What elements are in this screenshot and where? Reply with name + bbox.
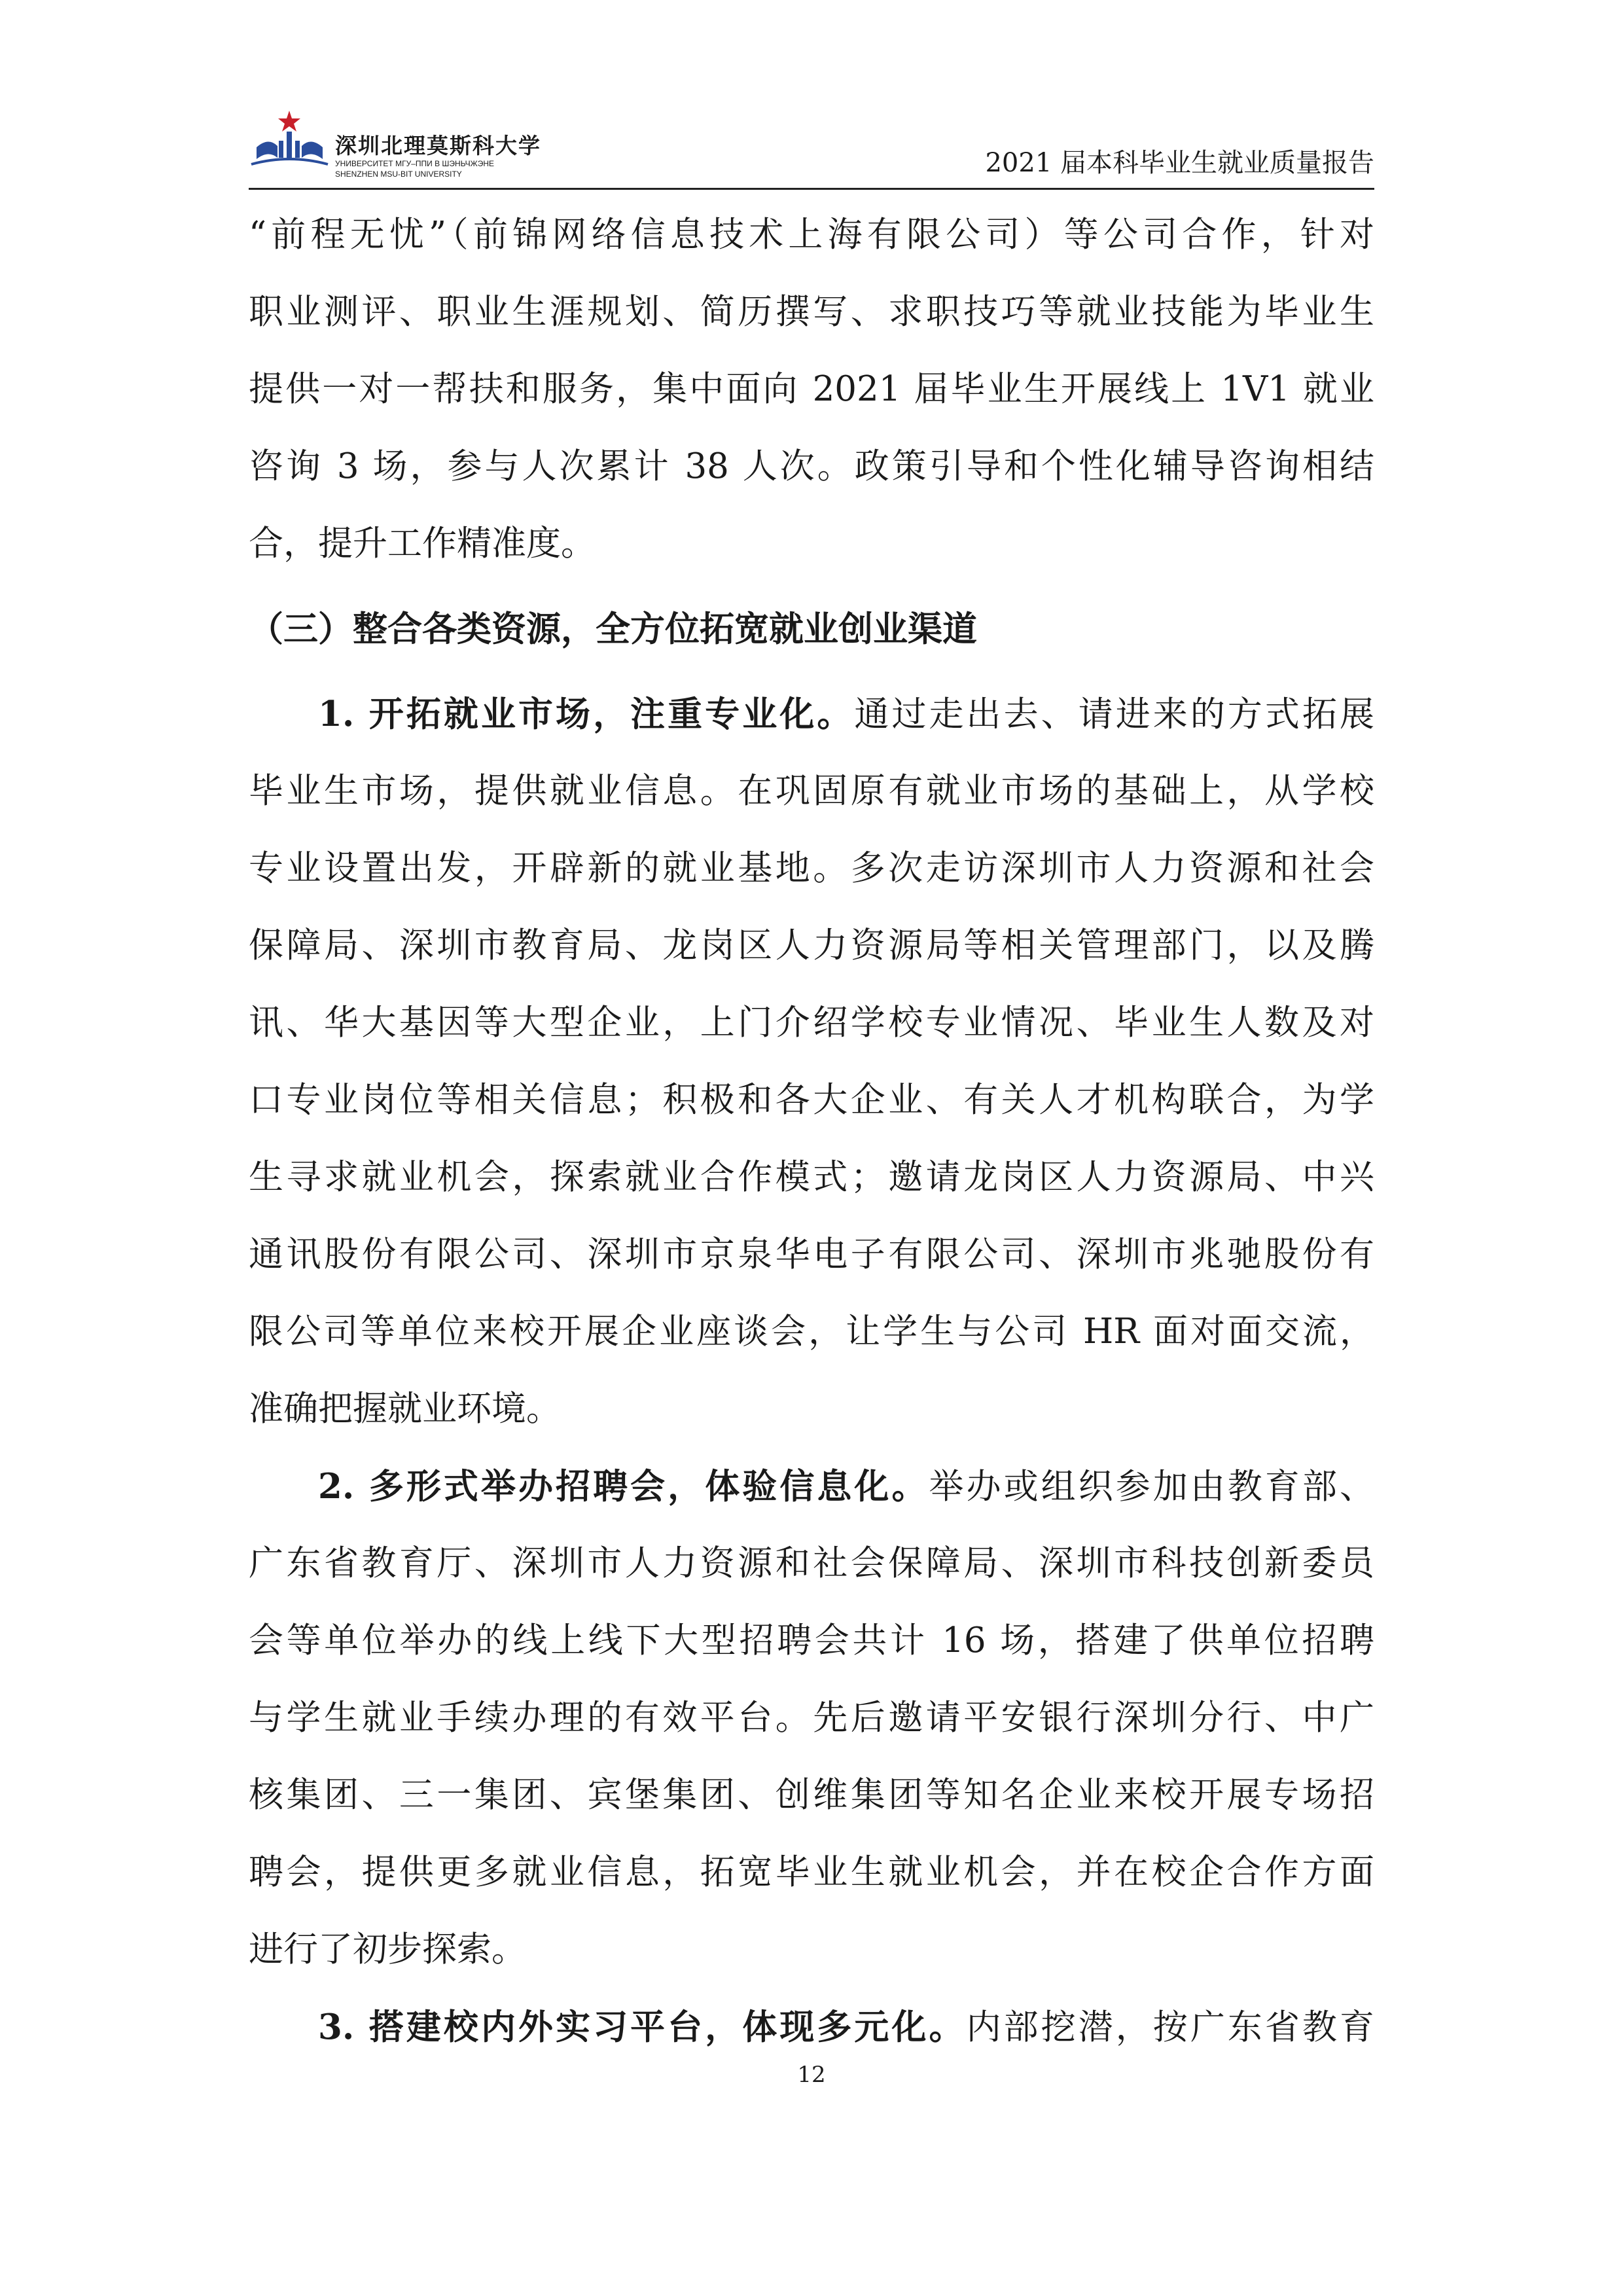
university-logo xyxy=(249,108,707,187)
text-line: 核集团、三一集团、宾堡集团、创维集团等知名企业来校开展专场招 xyxy=(249,1775,1374,1815)
text-line xyxy=(249,675,1374,753)
text-line: 保障局、深圳市教育局、龙岗区人力资源局等相关管理部门，以及腾 xyxy=(249,925,1374,965)
item-lead: 2. 多形式举办招聘会，体验信息化。 xyxy=(318,1466,929,1507)
item-lead: 3. 搭建校内外实习平台，体现多元化。 xyxy=(318,2007,967,2047)
text-line: 咨询 3 场，参与人次累计 38 人次。政策引导和个性化辅导咨询相结 xyxy=(249,446,1374,486)
item-1-paragraph xyxy=(249,675,1374,1448)
text-line: 讯、华大基因等大型企业，上门介绍学校专业情况、毕业生人数及对 xyxy=(249,1003,1374,1043)
item-text: 举办或组织参加由教育部、 xyxy=(929,1467,1375,1507)
page-number: 12 xyxy=(797,2062,826,2088)
text-line: 限公司等单位来校开展企业座谈会，让学生与公司 HR 面对面交流， xyxy=(249,1312,1374,1352)
text-line: 与学生就业手续办理的有效平台。先后邀请平安银行深圳分行、中广 xyxy=(249,1698,1374,1738)
text-line: 广东省教育厅、深圳市人力资源和社会保障局、深圳市科技创新委员 xyxy=(249,1543,1374,1583)
text-line: 准确把握就业环境。 xyxy=(249,1389,561,1429)
text-line: 专业设置出发，开辟新的就业基地。多次走访深圳市人力资源和社会 xyxy=(249,848,1374,888)
logo-chinese-name: 深圳北理莫斯科大学 xyxy=(335,133,541,158)
text-line: 提供一对一帮扶和服务，集中面向 2021 届毕业生开展线上 1V1 就业 xyxy=(249,369,1374,409)
item-2-paragraph xyxy=(249,1448,1374,1988)
text-line: 毕业生市场，提供就业信息。在巩固原有就业市场的基础上，从学校 xyxy=(249,771,1374,811)
university-emblem-icon xyxy=(249,108,330,180)
text-line: 口专业岗位等相关信息；积极和各大企业、有关人才机构联合，为学 xyxy=(249,1080,1374,1120)
text-line xyxy=(249,1988,1374,2066)
body-text xyxy=(249,196,1374,2066)
text-line: 职业测评、职业生涯规划、简历撰写、求职技巧等就业技能为毕业生 xyxy=(249,292,1374,332)
text-line: 进行了初步探索。 xyxy=(249,1929,526,1969)
text-line: 聘会，提供更多就业信息，拓宽毕业生就业机会，并在校企合作方面 xyxy=(249,1852,1374,1892)
text-line: 合，提升工作精准度。 xyxy=(249,524,596,564)
page-header xyxy=(249,101,1374,193)
report-title: 2021 届本科毕业生就业质量报告 xyxy=(985,148,1374,178)
item-text: 内部挖潜，按广东省教育 xyxy=(966,2007,1375,2047)
text-line: “前程无忧”（前锦网络信息技术上海有限公司）等公司合作，针对 xyxy=(249,215,1374,255)
logo-russian-name: УНИВЕРСИТЕТ МГУ–ППИ В ШЭНЬЧЖЭНЕ xyxy=(335,159,495,168)
item-lead: 1. 开拓就业市场，注重专业化。 xyxy=(318,694,855,734)
item-3-paragraph xyxy=(249,1988,1374,2066)
item-text: 通过走出去、请进来的方式拓展 xyxy=(854,694,1375,734)
text-line: 会等单位举办的线上线下大型招聘会共计 16 场，搭建了供单位招聘 xyxy=(249,1621,1374,1660)
text-line xyxy=(249,1448,1374,1525)
paragraph-continued xyxy=(249,196,1374,583)
logo-english-name: SHENZHEN MSU-BIT UNIVERSITY xyxy=(335,170,462,179)
header-divider xyxy=(249,188,1374,190)
section-heading: （三）整合各类资源，全方位拓宽就业创业渠道 xyxy=(249,609,977,649)
text-line: 通讯股份有限公司、深圳市京泉华电子有限公司、深圳市兆驰股份有 xyxy=(249,1234,1374,1274)
text-line: 生寻求就业机会，探索就业合作模式；邀请龙岗区人力资源局、中兴 xyxy=(249,1157,1374,1197)
